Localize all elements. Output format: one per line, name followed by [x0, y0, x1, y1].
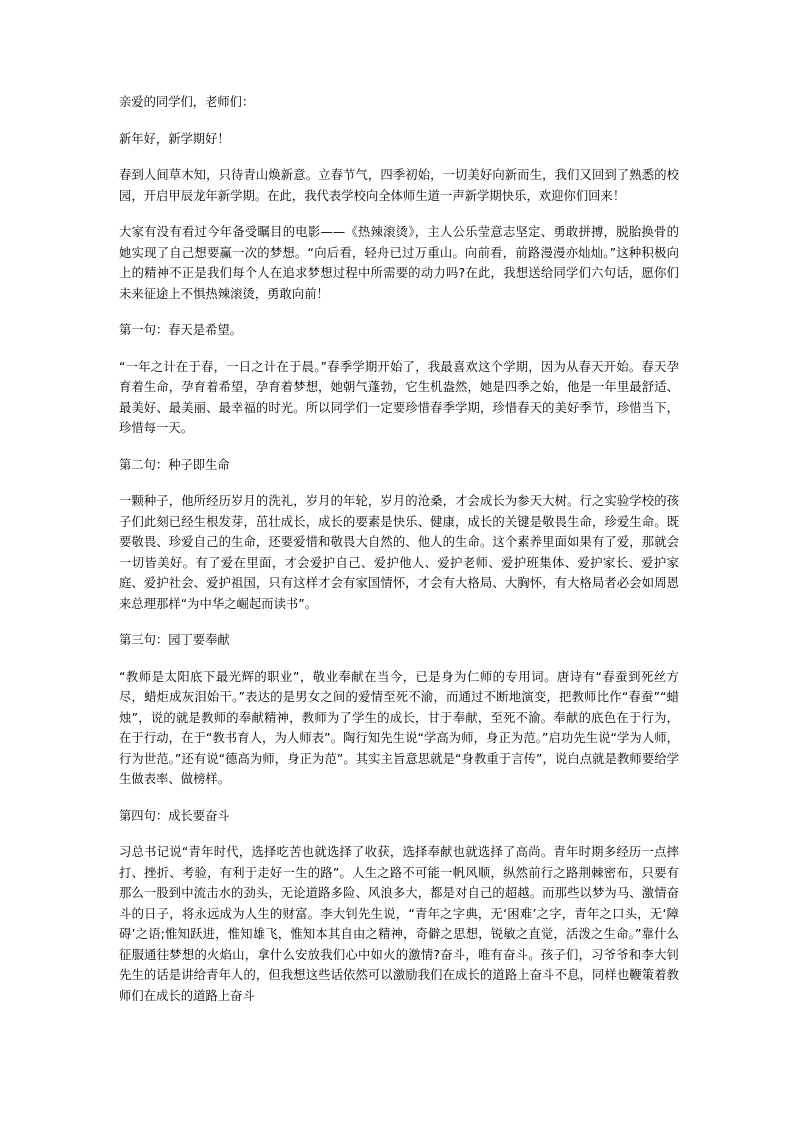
greeting: 亲爱的同学们，老师们：: [119, 95, 255, 109]
section-3-title: 第三句：园丁要奉献: [119, 633, 230, 647]
section-3-body: “教师是太阳底下最光辉的职业”，敬业奉献在当今，已是身为仁师的专用词。唐诗有“春蚕到死丝方尽，蜡炬成灰泪始干。”表达的是男女之间的爱情至死不渝，而通过不断地演变，把教师比作“春蚕”“蜡烛”，说的就是教师的奉献精神，教师为了学生的成长，甘于奉献，至死不渝。奉献的底色在于行为，在于行动，在于“教书育人，为人师表”。陶行知先生说“学高为师，身正为范。”启功先生说“学为人师，行为世范。”还有说“德高为师，身正为范”。其实主旨意思就是“身教重于言传”，说白点就是教师要给学生做表率、做榜样。: [119, 669, 679, 786]
new-year-wish: 新年好，新学期好！: [119, 131, 230, 146]
movie-paragraph: 大家有没有看过今年备受瞩目的电影——《热辣滚烫》，主人公乐莹意志坚定、勇敢拼搏，脱胎换骨的她实现了自己想要赢一次的梦想。“向后看，轻舟已过万重山。向前看，前路漫漫亦灿灿。”这种积极向上的精神不正是我们每个人在追求梦想过程中所需要的动力吗?在此，我想送给同学们六句话，愿你们未来征途上不惧热辣滚烫，勇敢向前！: [119, 225, 679, 301]
section-1-title: 第一句：春天是希望。: [119, 323, 242, 337]
section-4-body: 习总书记说“青年时代，选择吃苦也就选择了收获，选择奉献也就选择了高尚。青年时期多经历一点摔打、挫折、考验，有利于走好一生的路”。人生之路不可能一帆风顺，纵然前行之路荆棘密布，只要有那么一股到中流击水的劲头，无论道路多险、风浪多大，都是对自己的超越。而那些以梦为马、激情奋斗的日子，将永远成为人生的财富。李大钊先生说，“青年之字典，无‘困难’之字，青年之口头，无‘障碍’之语;惟知跃进，惟知雄飞，惟知本其自由之精神，奇僻之思想，锐敏之直觉，活泼之生命。”靠什么征服通往梦想的火焰山，拿什么安放我们心中如火的激情?奋斗，唯有奋斗。孩子们，习爷爷和李大钊先生的话是讲给青年人的，但我想这些话依然可以激励我们在成长的道路上奋斗不息，同样也鞭策着教师们在成长的道路上奋斗: [119, 845, 679, 1003]
section-2-title: 第二句：种子即生命: [119, 457, 230, 472]
intro-paragraph: 春到人间草木知，只待青山焕新意。立春节气，四季初始，一切美好向新而生，我们又回到了熟悉的校园，开启甲辰龙年新学期。在此，我代表学校向全体师生道一声新学期快乐，欢迎你们回来！: [119, 168, 679, 203]
section-2-body: 一颗种子，他所经历岁月的洗礼，岁月的年轮，岁月的沧桑，才会成长为参天大树。行之实验学校的孩子们此刻已经生根发芽，茁壮成长，成长的要素是快乐、健康，成长的关键是敬畏生命，珍爱生命。既要敬畏、珍爱自己的生命，还要爱惜和敬畏大自然的、他人的生命。这个素养里面如果有了爱，那就会一切皆美好。有了爱在里面，才会爱护自己、爱护他人、爱护老师、爱护班集体、爱护家长、爱护家庭、爱护社会、爱护祖国，只有这样才会有家国情怀，才会有大格局、大胸怀，有大格局者必会如周恩来总理那样“为中华之崛起而读书”。: [119, 494, 679, 611]
section-1-body: “一年之计在于春，一日之计在于晨。”春季学期开始了，我最喜欢这个学期，因为从春天开始。春天孕育着生命，孕育着希望，孕育着梦想，她朝气蓬勃，它生机盎然，她是四季之始，他是一年里最舒适、最美好、最美丽、最幸福的时光。所以同学们一定要珍惜春季学期，珍惜春天的美好季节，珍惜当下，珍惜每一天。: [119, 359, 679, 435]
document-body: [119, 92, 679, 1022]
section-4-title: 第四句：成长要奋斗: [119, 808, 230, 823]
